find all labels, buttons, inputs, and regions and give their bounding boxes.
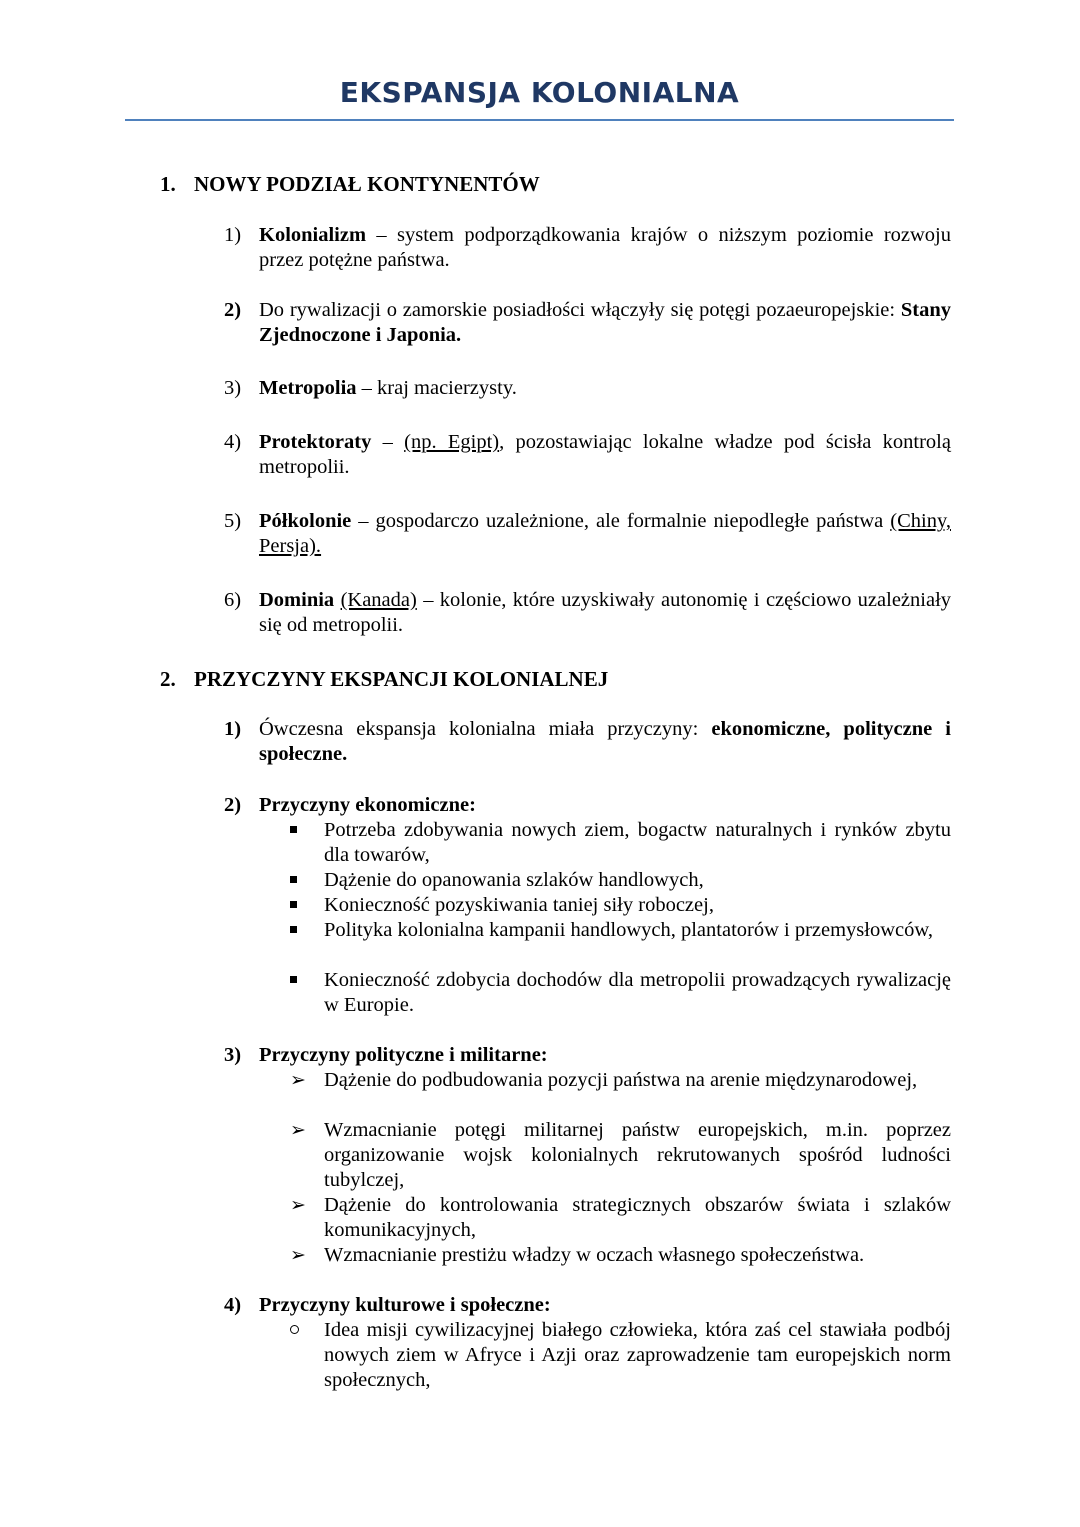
list-item-s1-3 xyxy=(224,376,951,401)
section-heading-2 xyxy=(160,667,608,692)
bullet-text: Wzmacnianie prestiżu władzy w oczach własnego społeczeństwa. xyxy=(324,1244,865,1266)
list-item-s1-4 xyxy=(224,430,951,480)
term: Metropolia xyxy=(259,377,357,399)
list-item-s1-5 xyxy=(224,509,951,559)
item-number: 3) xyxy=(224,377,242,399)
term: Półkolonie xyxy=(259,510,352,532)
arrow-bullet-icon: ➢ xyxy=(290,1119,306,1141)
circle-bullet-icon xyxy=(290,1318,320,1343)
item-number: 4) xyxy=(224,1294,242,1316)
subheading: Przyczyny kulturowe i społeczne: xyxy=(259,1294,551,1316)
list-item-s1-1 xyxy=(224,223,951,273)
section-number: 2. xyxy=(160,667,176,691)
definition: – system podporządkowania krajów o niższym poziomie rozwoju przez potężne państwa. xyxy=(259,224,951,271)
term: Dominia xyxy=(259,589,335,611)
arrow-bullet-icon: ➢ xyxy=(290,1194,306,1216)
list-item-s1-6 xyxy=(224,588,951,638)
definition: – kraj macierzysty. xyxy=(356,377,517,399)
list-item-s2-1 xyxy=(224,717,951,767)
list-item-s2-2 xyxy=(224,793,951,818)
bullet-text: Konieczność pozyskiwania taniej siły roboczej, xyxy=(324,894,714,916)
bullet-item xyxy=(290,1243,951,1268)
subheading: Przyczyny ekonomiczne: xyxy=(259,794,476,816)
definition: , pozostawiając lokalne władze pod ścisła kontrolą metropolii. xyxy=(259,431,951,478)
bullet-item xyxy=(290,1318,951,1393)
bullet-item xyxy=(290,893,951,918)
item-number: 2) xyxy=(224,794,242,816)
bullet-text: Dążenie do opanowania szlaków handlowych, xyxy=(324,869,704,891)
bullet-text: Konieczność zdobycia dochodów dla metropolii prowadzących rywalizację w Europie. xyxy=(324,969,951,1016)
bullet-text: Polityka kolonialna kampanii handlowych, plantatorów i przemysłowców, xyxy=(324,919,933,941)
definition: – kolonie, które uzyskiwały autonomię i częściowo uzależniały się od metropolii. xyxy=(259,589,952,636)
item-emphasis: ekonomiczne, polityczne i społeczne. xyxy=(259,718,951,765)
bullet-text: Dążenie do podbudowania pozycji państwa na arenie międzynarodowej, xyxy=(324,1069,918,1091)
dash: – xyxy=(371,431,405,453)
item-number: 1) xyxy=(224,718,242,740)
bullet-item xyxy=(290,918,951,943)
example: (Chiny, Persja). xyxy=(259,510,951,557)
bullet-item xyxy=(290,1193,951,1243)
item-number: 4) xyxy=(224,431,242,453)
example: (np. Egipt) xyxy=(404,431,500,453)
square-bullet-icon xyxy=(290,893,320,918)
bullet-item xyxy=(290,1068,951,1093)
arrow-bullet-icon: ➢ xyxy=(290,1069,306,1091)
definition: – gospodarczo uzależnione, ale formalnie niepodległe państwa xyxy=(351,510,891,532)
bullet-item xyxy=(290,818,951,868)
subheading: Przyczyny polityczne i militarne: xyxy=(259,1044,548,1066)
item-number: 3) xyxy=(224,1044,242,1066)
term: Protektoraty xyxy=(259,431,372,453)
item-text: Ówczesna ekspansja kolonialna miała przyczyny: xyxy=(259,718,712,740)
bullet-item xyxy=(290,1118,951,1193)
bullet-item xyxy=(290,868,951,893)
bullet-item xyxy=(290,968,951,1018)
title-underline xyxy=(125,119,954,121)
item-number: 2) xyxy=(224,299,242,321)
square-bullet-icon xyxy=(290,818,320,843)
square-bullet-icon xyxy=(290,968,320,993)
term: Kolonializm xyxy=(259,224,367,246)
bullet-text: Dążenie do kontrolowania strategicznych obszarów świata i szlaków komunikacyjnych, xyxy=(324,1194,951,1241)
example: (Kanada) xyxy=(340,589,417,611)
item-text: Do rywalizacji o zamorskie posiadłości włączyły się potęgi pozaeuropejskie: xyxy=(259,299,901,321)
list-item-s1-2 xyxy=(224,298,951,348)
list-item-s2-4 xyxy=(224,1293,951,1318)
arrow-bullet-icon: ➢ xyxy=(290,1244,306,1266)
square-bullet-icon xyxy=(290,868,320,893)
item-number: 6) xyxy=(224,589,242,611)
item-number: 5) xyxy=(224,510,242,532)
section-title: NOWY PODZIAŁ KONTYNENTÓW xyxy=(194,172,540,196)
bullet-text: Wzmacnianie potęgi militarnej państw europejskich, m.in. poprzez organizowanie wojsk kolonialnych rekrutowanych spośród ludności tubylczej, xyxy=(324,1119,951,1191)
section-title: PRZYCZYNY EKSPANCJI KOLONIALNEJ xyxy=(194,667,609,691)
square-bullet-icon xyxy=(290,918,320,943)
bullet-text: Potrzeba zdobywania nowych ziem, bogactw naturalnych i rynków zbytu dla towarów, xyxy=(324,819,951,866)
item-number: 1) xyxy=(224,224,242,246)
list-item-s2-3 xyxy=(224,1043,951,1068)
item-emphasis: Stany Zjednoczone i Japonia. xyxy=(259,299,951,346)
section-number: 1. xyxy=(160,172,176,196)
page-title: EKSPANSJA KOLONIALNA xyxy=(339,76,740,109)
bullet-text: Idea misji cywilizacyjnej białego człowieka, która zaś cel stawiała podbój nowych ziem w Afryce i Azji oraz zaprowadzenie tam europejskich norm społecznych, xyxy=(324,1319,951,1391)
section-heading-1 xyxy=(160,172,540,197)
